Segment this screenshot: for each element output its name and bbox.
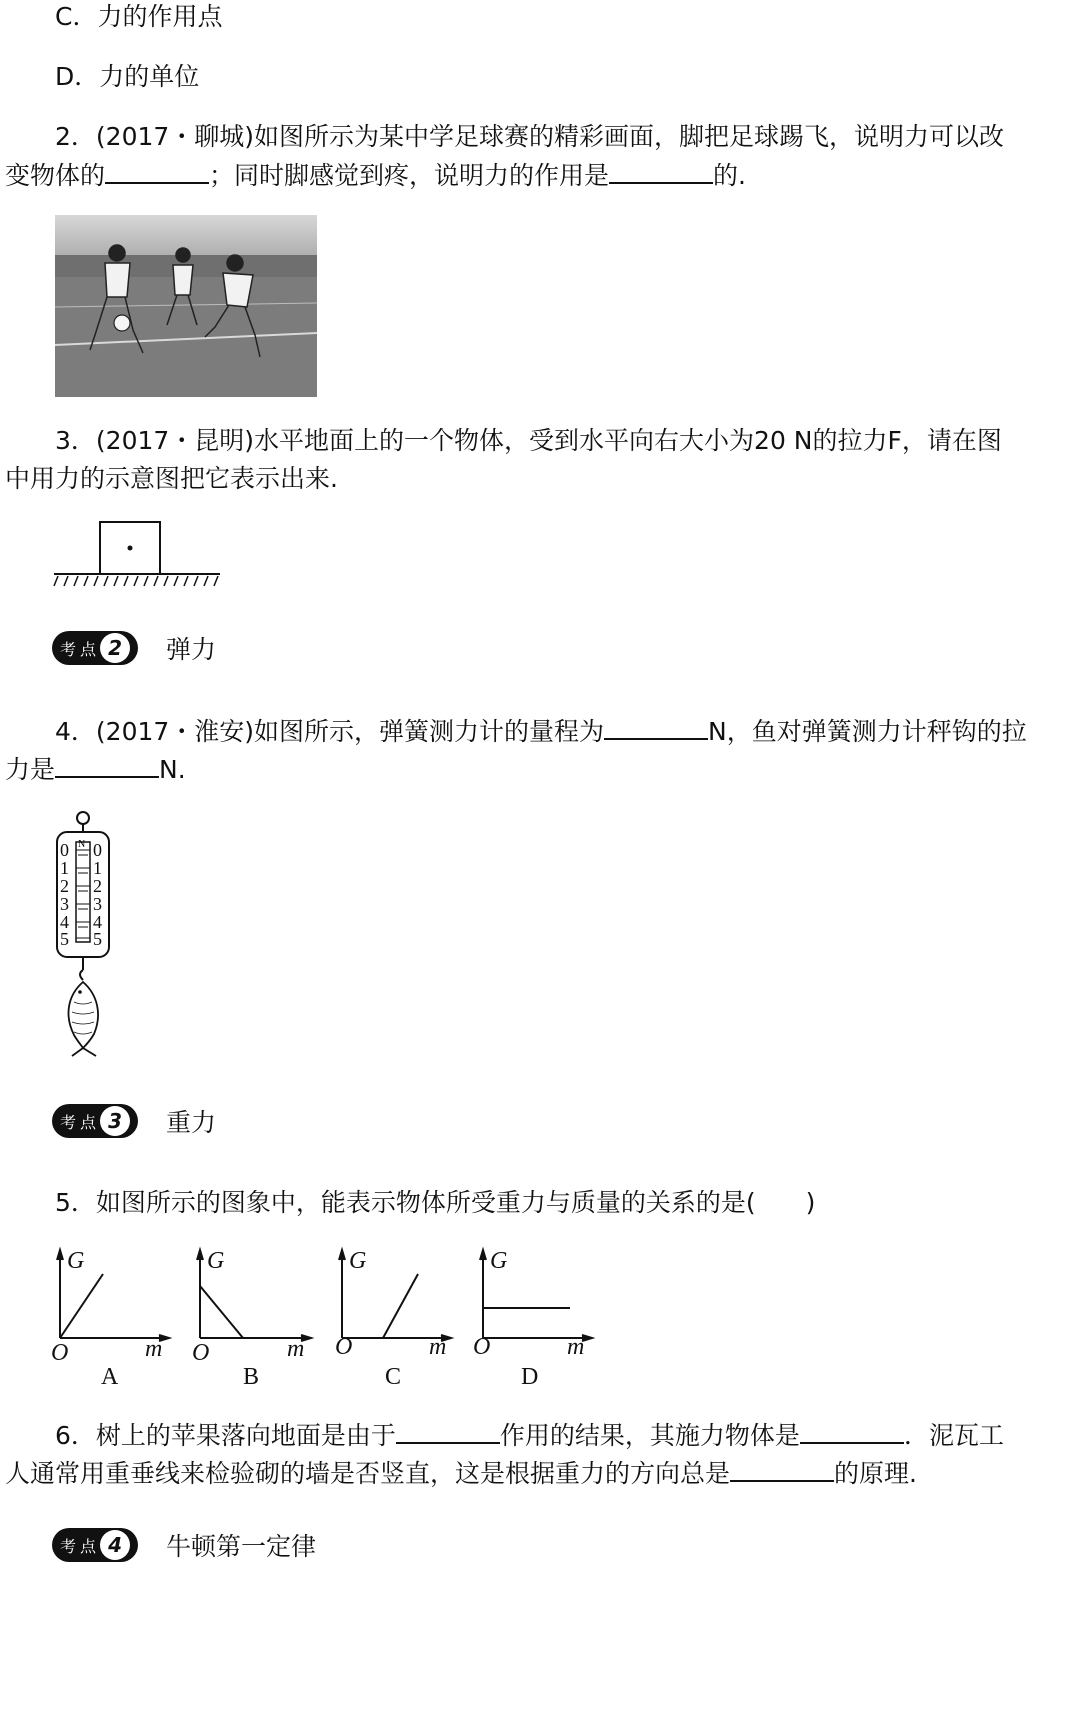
badge-number: 2 (100, 633, 130, 663)
graph-a-option: A (101, 1364, 119, 1390)
graph-c-y-label: G (349, 1248, 367, 1274)
answer-blank[interactable] (105, 160, 209, 184)
scale-tick-label: 4 (93, 912, 102, 932)
question-6-text-e: 的原理. (834, 1459, 917, 1488)
question-6-text-b: 作用的结果，其施力物体是 (499, 1421, 800, 1450)
question-4-text-a: 4．(2017・淮安)如图所示，弹簧测力计的量程为 (55, 717, 605, 746)
badge-char: 点 (80, 1536, 97, 1556)
soccer-photo (55, 215, 317, 401)
section-header-elastic-force (52, 630, 216, 666)
section-header-newtons-first-law (52, 1527, 316, 1563)
scale-tick-label: 5 (60, 929, 69, 949)
answer-blank[interactable] (396, 1420, 500, 1444)
graph-a-x-label: m (145, 1336, 163, 1362)
scale-tick-label: 0 (60, 840, 69, 860)
question-6-text-c: ．泥瓦工 (903, 1421, 1004, 1450)
scale-tick-label: 1 (60, 858, 69, 878)
question-2-text-b: ；同时脚感觉到疼，说明力的作用是 (209, 161, 610, 190)
question-2-text-c: 的. (713, 161, 746, 190)
graph-a-y-label: G (67, 1248, 85, 1274)
question-2-line1: 2．(2017・聊城)如图所示为某中学足球赛的精彩画面，脚把足球踢飞，说明力可以改 (55, 122, 1005, 151)
scale-tick-label: 4 (60, 912, 69, 932)
question-4-line2 (5, 754, 186, 785)
graph-c-option: C (385, 1364, 402, 1390)
scale-tick-label: 5 (93, 929, 102, 949)
question-4-line1 (55, 716, 1027, 747)
question-6-text-d: 人通常用重垂线来检验砌的墙是否竖直，这是根据重力的方向总是 (5, 1459, 731, 1488)
badge-char: 点 (80, 639, 97, 659)
question-6-line1 (55, 1420, 1004, 1451)
answer-blank[interactable] (800, 1420, 904, 1444)
badge-char: 考 (60, 1112, 77, 1132)
question-4-text-b: N，鱼对弹簧测力计秤钩的拉 (708, 717, 1027, 746)
question-4-text-c: 力是 (5, 755, 56, 784)
answer-blank[interactable] (604, 716, 708, 740)
scale-tick-label: 3 (60, 894, 69, 914)
graph-c-origin: O (335, 1334, 353, 1360)
badge-char: 考 (60, 1536, 77, 1556)
badge-char: 点 (80, 1112, 97, 1132)
section-title: 重力 (166, 1108, 217, 1137)
graph-b-origin: O (192, 1340, 210, 1366)
question-5-line1: 5．如图所示的图象中，能表示物体所受重力与质量的关系的是( ) (55, 1188, 816, 1217)
question-2-line2 (5, 160, 746, 191)
graph-d-x-label: m (567, 1334, 585, 1360)
question-6-line2 (5, 1458, 917, 1489)
scale-tick-label: 0 (93, 840, 102, 860)
graph-b-x-label: m (287, 1336, 305, 1362)
option-d: D．力的单位 (55, 62, 200, 91)
graph-b-y-label: G (207, 1248, 225, 1274)
section-title: 弹力 (166, 635, 217, 664)
question-3-line1: 3．(2017・昆明)水平地面上的一个物体，受到水平向右大小为20 N的拉力F，请在图 (55, 426, 1002, 455)
badge-number: 4 (100, 1530, 130, 1560)
question-3-line2: 中用力的示意图把它表示出来. (5, 464, 338, 493)
badge-char: 考 (60, 639, 77, 659)
section-title: 牛顿第一定律 (166, 1532, 317, 1561)
scale-tick-label: 1 (93, 858, 102, 878)
question-4-text-d: N. (159, 755, 186, 784)
section-badge (52, 1104, 138, 1138)
option-c: C．力的作用点 (55, 2, 223, 31)
answer-blank[interactable] (730, 1458, 834, 1482)
answer-blank[interactable] (55, 754, 159, 778)
graph-b-option: B (243, 1364, 260, 1390)
section-badge (52, 631, 138, 665)
graph-d-origin: O (473, 1334, 491, 1360)
scale-tick-label: 2 (60, 876, 69, 896)
graph-options (45, 1246, 605, 1395)
section-badge (52, 1528, 138, 1562)
box-on-ground-figure (52, 518, 224, 594)
section-header-gravity (52, 1103, 216, 1139)
badge-number: 3 (100, 1106, 130, 1136)
graph-c-x-label: m (429, 1334, 447, 1360)
spring-scale-figure (52, 810, 122, 1062)
graph-d-y-label: G (490, 1248, 508, 1274)
graph-d-option: D (521, 1364, 539, 1390)
scale-tick-label: 3 (93, 894, 102, 914)
question-6-text-a: 6．树上的苹果落向地面是由于 (55, 1421, 396, 1450)
graph-a-origin: O (51, 1340, 69, 1366)
question-2-text-a: 变物体的 (5, 161, 106, 190)
scale-tick-label: 2 (93, 876, 102, 896)
answer-blank[interactable] (609, 160, 713, 184)
scale-unit: N (78, 839, 86, 850)
